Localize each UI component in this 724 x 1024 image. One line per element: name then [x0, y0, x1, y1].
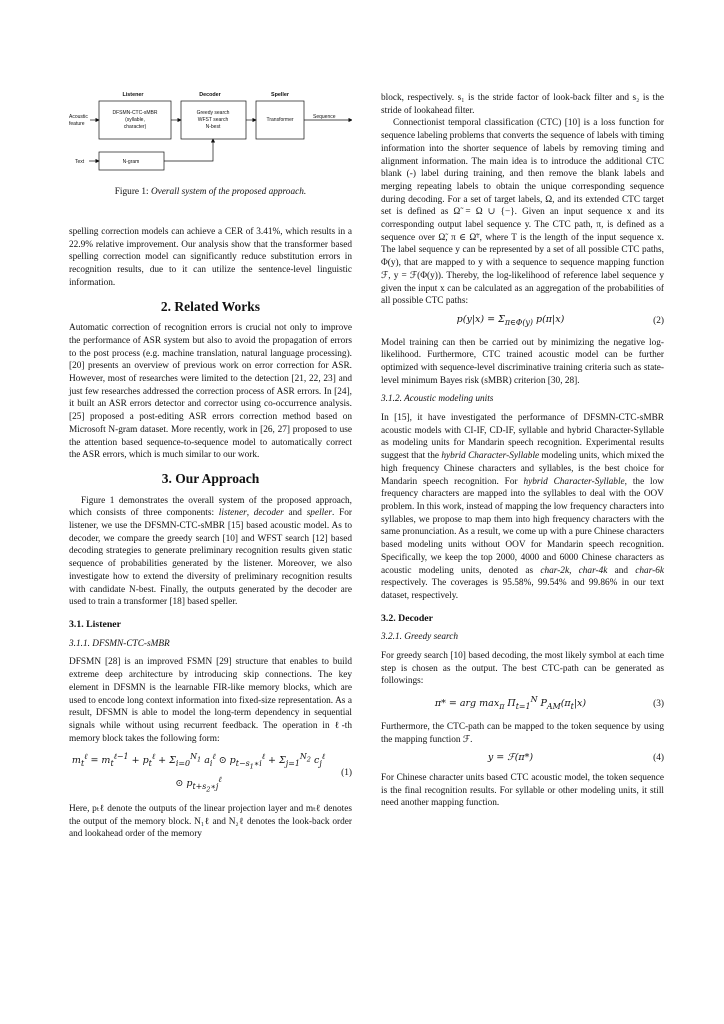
equation-2 [381, 314, 664, 330]
equation-1-expression: $m_t^\ell = m_t^{\ell-1} + p_t^\ell + \Sigma_{i=0}^{N_1}$ $a_i^\ell$ ⊙ $p_{t-s_1∗i}^\ell + \Sigma_{j=1}^{N_2}$ $c_j^\ell$ ⊙ $p_{t+s_2∗j}^\ell$ [71, 752, 326, 794]
equation-4-expression: y = ℱ(π*) [487, 752, 534, 764]
equation-4 [381, 752, 664, 765]
caption-label: Figure 1: [114, 187, 149, 197]
equation-3-expression: π* = arg $\max_\pi \Pi_{t=1}^N$ $P_{AM}(\pi_t|x)$ [434, 695, 587, 712]
listener-line-3: character) [123, 124, 147, 130]
equation-2-number: (2) [653, 316, 664, 327]
acoustic-feature-label-2: feature [69, 121, 85, 127]
header-decoder: Decoder [199, 92, 221, 98]
arrow-ngram-to-decoder [164, 139, 213, 161]
sequence-output-label: Sequence [313, 114, 336, 120]
continued-paragraph: block, respectively. s₁ is the stride factor of look-back filter and s₂ is the stride of lookahead filter. [381, 93, 664, 116]
decoder-line-3: N-best [205, 124, 221, 130]
equation-2-expression: $p(y|x) = \Sigma_{\pi\in\Phi(y)}$ p(π|x) [456, 313, 565, 327]
acoustic-feature-label: Acoustic [69, 114, 88, 120]
subsubsection-3-1-2: 3.1.2. Acoustic modeling units [381, 394, 494, 405]
after-equation-1-paragraph: Here, pₜℓ denote the outputs of the linear projection layer and mₜℓ denotes the output of the memory block. N₁ℓ and N₂ℓ denotes the look-back order and lookahead order of the memory [69, 803, 352, 840]
listener-line-2: (syllable, [125, 117, 145, 123]
header-listener: Listener [122, 92, 144, 98]
figure-1 [69, 88, 352, 214]
units-paragraph: In [15], it have investigated the performance of DFSMN-CTC-sMBR acoustic models with CI-IF, CD-IF, syllable and hybrid Character-Syllable as modeling units for Mandarin speech recognition. Experimental results suggest that the hybrid Character-Syllable modeling units, which mixed the high frequency Chinese characters and syllables, is the best choice for Mandarin speech recognition. For hybrid Character-Syllable, the low frequency characters are mapped into the syllables to deal with the OOV problem. In this work, instead of mapping the low frequency characters into syllables, we propose to map them into high frequency characters with the same pronunciation. As a result, we come up with a pure Chinese characters based modeling units without OOV for Mandarin speech recognition. Specifically, we keep the top 2000, 4000 and 6000 Chinese characters as acoustic modeling units, denoted as char-2k, char-4k and char-6k respectively. The coverages is 95.58%, 99.54% and 99.86% in our text dataset, respectively. [381, 413, 665, 601]
right-column [381, 92, 664, 810]
related-works-paragraph: Automatic correction of recognition errors is crucial not only to improve the performance of ASR system but also to avoid the propagation of errors to the post process (e.g. machine translation, natural language processing). [20] presents an overview of previous work on error correction for ASR. However, most of researches were limited to the detection [21, 22, 23] and just few researches addressed the correction process of ASR errors. In [24], it built an ASR errors detector and corrector using co-occurrence analysis. [25] proposed a post-editing ASR errors correction method based on Microsoft N-gram dataset. More recently, work in [26, 27] proposed to use the attention based sequence-to-sequence model to automatically correct the ASR errors, which is much similar to our work. [69, 323, 352, 461]
left-column [69, 88, 352, 841]
equation-1-number: (1) [341, 768, 352, 779]
ctc-paragraph: Connectionist temporal classification (CTC) [10] is a loss function for sequence labeling problems that converts the sequence of labels with timing information into the shorter sequence of labels by removing timing and alignment information. The main idea is to introduce the additional CTC blank (-) label during training, and then remove the blank labels and merging repeating labels to obtain the unique corresponding sequence during decoding. For a set of target labels, Ω, and its extended CTC target set is defined as Ω̃ = Ω ∪ {−}. Given an input sequence x and its corresponding output label sequence y. The CTC path, π, is defined as a sequence over Ω̃, π ∈ Ω̃ᵀ, where T is the length of the input sequence x. The label sequence y can be represented by a set of all possible CTC paths, Φ(y), that are mapped to y with a sequence to sequence mapping function ℱ, y = ℱ(Φ(y)). Thereby, the log-likelihood of reference label sequence y given the input x can be calculated as an aggregation of the probabilities of all possible CTC paths: [381, 118, 664, 307]
decoder-line-1: Greedy search [196, 110, 230, 116]
mapping-paragraph: Furthermore, the CTC-path can be mapped to the token sequence by using the mapping function ℱ. [381, 721, 664, 745]
training-paragraph: Model training can then be carried out by minimizing the negative log-likelihood. Furthermore, CTC trained acoustic model can be further optimized with sequence-level discriminative training criteria such as state-level minimum Bayes risk (sMBR) criterion [30, 28]. [381, 337, 664, 386]
ngram-label: N-gram [122, 159, 140, 165]
equation-1 [69, 751, 352, 796]
caption-text: Overall system of the proposed approach. [150, 187, 307, 197]
greedy-paragraph: For greedy search [10] based decoding, the most likely symbol at each time step is chosen as the output. The best CTC-path can be generated as followings: [381, 651, 664, 687]
decoder-line-2: WFST search [197, 117, 229, 123]
section-2-title: 2. Related Works [160, 298, 261, 314]
approach-paragraph: Figure 1 demonstrates the overall system of the proposed approach, which consists of three components: listener, decoder and speller. For listener, we use the DFSMN-CTC-sMBR [15] based acoustic model. As to decoder, we compare the greedy search [10] and WFST search [12] based decoding strategies to generate preliminary recognition results given static sequence of probabilities generated by the listener. Moreover, we also investigate how to extend the diversity of preliminary recognition results with candidate N-best. Finally, the outputs generated by the decoder are used to train a transformer [18] based speller. [69, 495, 352, 608]
section-3-title: 3. Our Approach [161, 470, 260, 486]
listener-line-1: DFSMN-CTC-sMBR [112, 110, 158, 116]
text-input-label: Text [75, 159, 85, 165]
header-speller: Speller [271, 92, 289, 98]
equation-3 [381, 694, 664, 714]
intro-paragraph: spelling correction models can achieve a CER of 3.41%, which results in a 22.9% relative improvement. Our analysis show that the transformer based spelling correction model can significantly reduce substitution errors in recognition results, due to it can utilize the sentence-level linguistic information. [69, 227, 352, 288]
equation-4-number: (4) [653, 753, 664, 764]
final-paragraph: For Chinese character units based CTC acoustic model, the token sequence is the final recognition results. For syllable or other modeling units, it still need another mapping function. [381, 772, 664, 809]
dfsmn-paragraph: DFSMN [28] is an improved FSMN [29] structure that enables to build extreme deep architecture by introducing skip connections. The key element in DFSMN is the learnable FIR-like memory blocks, which are used to encode long context information into fixed-size representation. As a result, DFSMN is able to model the long-term dependency in sequential signals while without using recurrent feedback. The operation in ℓ-th memory block takes the following form: [69, 657, 352, 744]
subsubsection-3-2-1: 3.2.1. Greedy search [381, 632, 459, 643]
subsection-3-1: 3.1. Listener [69, 618, 121, 630]
figure-caption [69, 186, 352, 199]
equation-3-number: (3) [653, 698, 664, 709]
subsection-3-2: 3.2. Decoder [381, 612, 433, 624]
speller-label: Transformer [266, 117, 294, 123]
subsubsection-3-1-1: 3.1.1. DFSMN-CTC-sMBR [69, 638, 170, 649]
